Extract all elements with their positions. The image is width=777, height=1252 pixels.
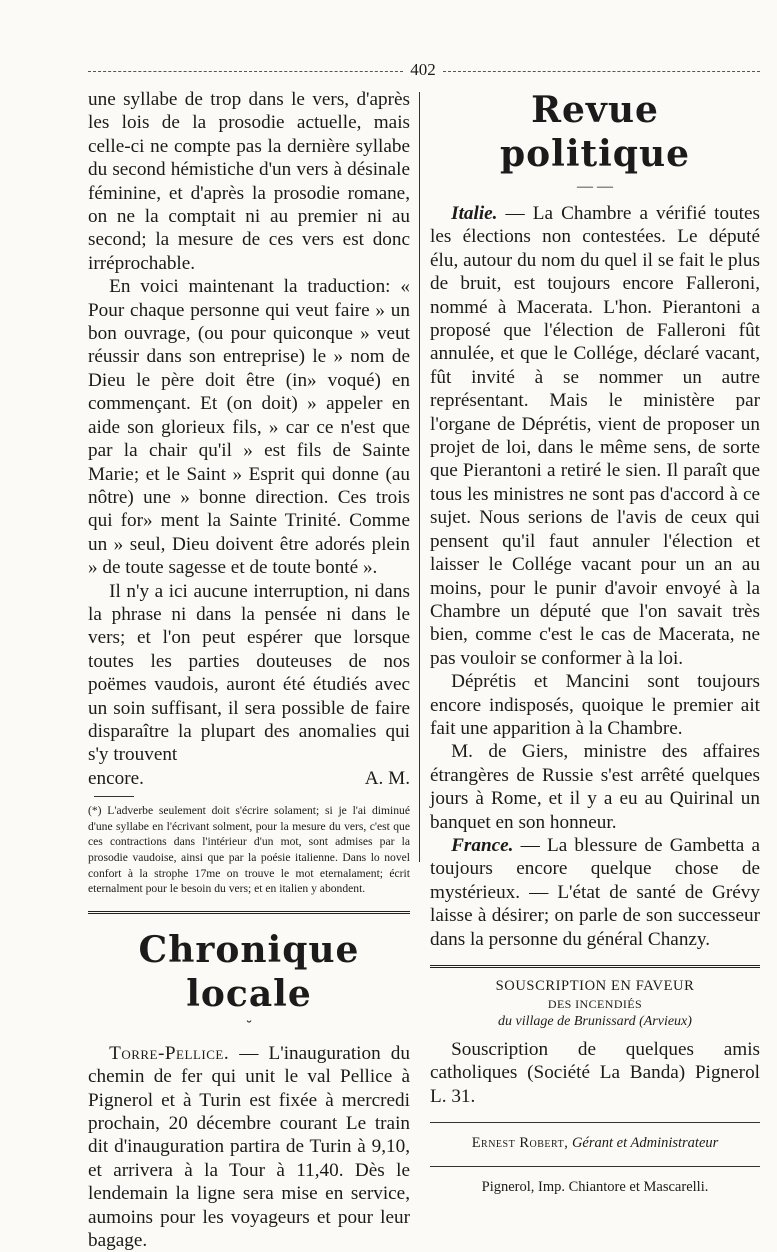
gerant-rule bbox=[430, 1122, 760, 1123]
souscription-subheading: DES INCENDIÉS bbox=[547, 997, 643, 1011]
chronique-article bbox=[88, 1042, 410, 1252]
imprimerie-rule bbox=[430, 1166, 760, 1167]
france-lead: France. bbox=[451, 834, 514, 856]
souscription-text: Souscription de quelques amis catholiques (Société La Banda) Pignerol L. 31. bbox=[430, 1039, 760, 1107]
right-column bbox=[430, 88, 760, 1196]
left-column bbox=[88, 88, 410, 1252]
gerant-name: Ernest Robert, bbox=[471, 1135, 569, 1152]
page-header bbox=[88, 60, 760, 84]
column-divider bbox=[419, 92, 420, 862]
souscription-body bbox=[430, 1038, 760, 1108]
italie-paragraph bbox=[430, 202, 760, 670]
chronique-paragraph bbox=[88, 1042, 410, 1252]
revue-article bbox=[430, 202, 760, 951]
imprimerie-line: Pignerol, Imp. Chiantore et Mascarelli. bbox=[481, 1179, 709, 1196]
left-article bbox=[88, 88, 410, 790]
article-paragraph-1: une syllabe de trop dans le vers, d'après les lois de la prosodie actuelle, mais celle-ci ne compte pas la dernière syllabe du second hémistiche d'un vers à désinale féminine, et d'après la prosodie romane, on ne la comptait ni au premier ni au second; la mesure de ces vers est donc irréprochable. bbox=[88, 89, 410, 274]
section-rule-right bbox=[430, 965, 760, 968]
chronique-text: — L'inauguration du chemin de fer qui unit le val Pellice à Pignerol et à Turin est fixée à mercredi prochain, 20 décembre courant Le train dit d'inauguration partira de Turin à 9,10, et arrivera à la Tour à 11,40. Dès le lendemain la ligne sera mise en service, aumoins pour les voyageurs et pour leur bagage. bbox=[88, 1042, 410, 1251]
giers-paragraph: M. de Giers, ministre des affaires étrangères de Russie s'est arrêté quelques jours à Rome, et il y a eu au Quirinal un banquet en son honneur. bbox=[430, 741, 760, 833]
footnote: (*) L'adverbe seulement doit s'écrire solament; si je l'ai diminué d'une syllabe en l'écrivant solment, pour la mesure du vers, c'est que ces contractions dans l'intérieur d'un mot, sont admises par la prosodie vaudoise, ainsi que par la poésie italienne. Dans lo novel confort à la strophe 17me on trouve le mot eternalament; écrit eternalment pour le besoin du vers; et en italien y abondent. bbox=[88, 804, 410, 896]
souscription-heading: SOUSCRIPTION EN FAVEUR bbox=[495, 978, 695, 994]
footnote-rule bbox=[94, 796, 134, 797]
header-rule-left bbox=[88, 71, 403, 72]
title-ornament-right: — — bbox=[577, 178, 613, 195]
gerant-line bbox=[430, 1135, 760, 1152]
title-ornament: ˘ bbox=[246, 1017, 252, 1035]
souscription-location: du village de Brunissard (Arvieux) bbox=[498, 1014, 692, 1029]
header-rule-right bbox=[443, 71, 760, 72]
france-paragraph bbox=[430, 834, 760, 951]
article-last-word: encore. bbox=[88, 767, 144, 789]
chronique-lead: Torre-Pellice. bbox=[109, 1042, 230, 1064]
france-text: — La blessure de Gambetta a toujours encore quelque chose de mystérieux. — L'état de santé de Grévy laisse à désirer; on parle de son successeur dans la personne du général Chanzy. bbox=[430, 834, 760, 950]
author-signature: A. M. bbox=[364, 767, 410, 789]
article-paragraph-2: En voici maintenant la traduction: « Pour chaque personne qui veut faire » un bon ouvrage, (ou pour quiconque » veut réussir dans son entreprise) le » nom de Dieu le père doit être (in» voqué) en commençant. Et (on doit) » appeler en aide son glorieux fils, » car ce n'est que par la chair qu'il » est fils de Sainte Marie; et le Saint » Esprit qui donne (au nôtre) une » bonne direction. Ces trois qui for» ment la Sainte Trinité. Comme un » seul, Dieu doivent être adorés plein » de toute sagesse et de toute bonté ». bbox=[88, 276, 410, 579]
depretis-paragraph: Déprétis et Mancini sont toujours encore indisposés, quoique le premier ait fait une apparition à la Chambre. bbox=[430, 671, 760, 739]
italie-lead: Italie. bbox=[451, 203, 498, 224]
article-paragraph-3: Il n'y a ici aucune interruption, ni dans la phrase ni dans la pensée ni dans le vers; et l'on peut espérer que lorsque toutes les parties douteuses de nos poëmes vaudois, auront été étudiés avec un soin suffisant, il sera possible de faire disparaître la plupart des anomalies qui s'y trouvent bbox=[88, 580, 410, 766]
italie-text: — La Chambre a vérifié toutes les élections non contestées. Le député élu, autour du nom du quel il se fait le plus de bruit, est toujours encore Falleroni, nommé à Macerata. L'hon. Pierantoni a proposé que l'élection de Falleroni fût annulée, et que le Collége, déclaré vacant, fût invité à se nommer un autre représentant. Mais le ministère par l'organe de Déprétis, vient de proposer un projet de loi, dans le même sens, de sorte que Pierantoni a retiré le sien. Il paraît que tous les ministres ne sont pas d'accord à ce sujet. Nous serions de l'avis de ceux qui pensent qu'il faut annuler l'élection et laisser le Collége vacant pour un an au moins, pour le punir d'avoir envoyé à la Chambre un député que l'on savait très bien, comme c'est le cas de Macerata, ne pas vouloir se conformer à la loi. bbox=[430, 203, 760, 669]
page-number: 402 bbox=[410, 60, 436, 79]
chronique-title: Chronique locale bbox=[138, 928, 360, 1015]
section-rule bbox=[88, 911, 410, 914]
revue-title: Revue politique bbox=[499, 89, 691, 175]
gerant-role: Gérant et Administrateur bbox=[568, 1135, 719, 1152]
article-end-line bbox=[88, 767, 410, 790]
